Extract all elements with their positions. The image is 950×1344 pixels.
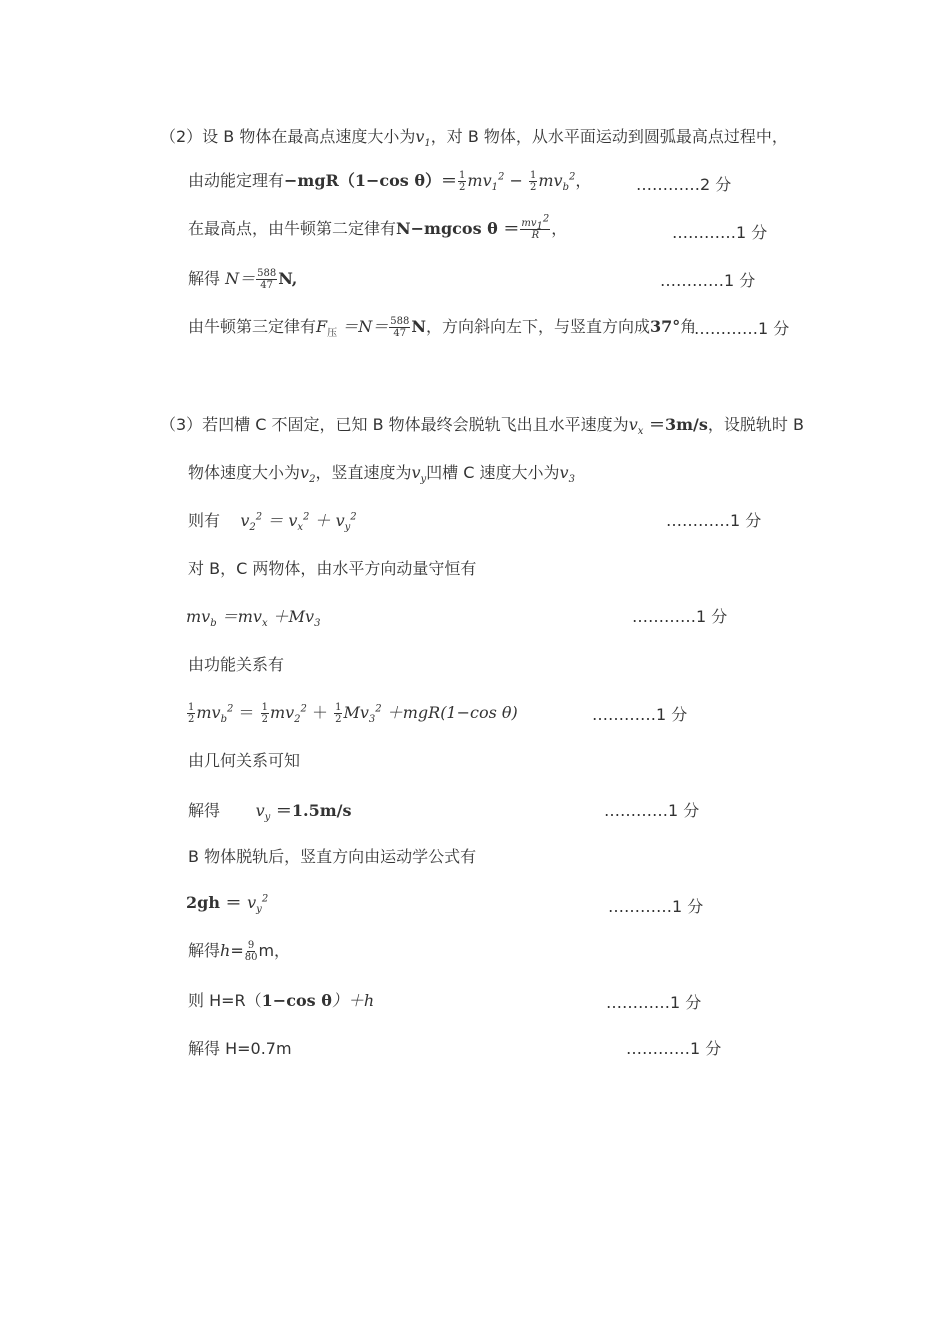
score-7: …………1 分: [592, 705, 688, 724]
score-10: …………1 分: [606, 993, 702, 1012]
part3-line-6: 由功能关系有: [188, 655, 285, 674]
score-2: …………1 分: [672, 223, 768, 242]
part3-line-12: 解得h= $\frac{9}{80}$ m，: [188, 940, 291, 963]
part2-line-3: 在最高点，由牛顿第二定律有N−mgcos θ ＝ $\frac{mv_1^2}{R}$ ，: [188, 213, 568, 241]
score-11: …………1 分: [626, 1039, 722, 1058]
score-4: …………1 分: [694, 319, 790, 338]
score-6: …………1 分: [632, 607, 728, 626]
part3-line-2: 物体速度大小为$v_2$，竖直速度为$v_y$凹槽 C 速度大小为$v_3$: [188, 463, 575, 486]
score-9: …………1 分: [608, 897, 704, 916]
part3-line-5: $mv_b =mv_x +Mv_3$: [186, 607, 321, 630]
score-8: …………1 分: [604, 801, 700, 820]
part3-line-14: 解得 H=0.7m: [188, 1039, 292, 1058]
part3-line-3: 则有 $v_2^2 = v_x^2 + v_y^2$: [188, 511, 357, 534]
part3-line-4: 对 B，C 两物体，由水平方向动量守恒有: [188, 559, 477, 578]
part3-line-8: 由几何关系可知: [188, 751, 301, 770]
part3-line-7: $\frac{1}{2}$ $mv_b^2$ ＝ $\frac{1}{2}$ $mv_2^2$ ＋ $\frac{1}{2}$ $Mv_3^2 +mgR(1-\cos$ θ): [188, 702, 518, 726]
score-1: …………2 分: [636, 175, 732, 194]
part3-line-13: 则 H=R（1−cos θ）＋h: [188, 991, 375, 1010]
part2-line-2: 由动能定理有−mgR（1−cos θ）＝ $\frac{1}{2}$ $mv_1^2$ − $\frac{1}{2}$ $mv_b^2$，: [188, 170, 592, 194]
part2-line-5: 由牛顿第三定律有$F_压 =N=$ $\frac{588}{47}$ N，方向斜向左下，与竖直方向成37°角: [188, 316, 697, 340]
part3-line-11: $2gh = v_y^2$: [186, 893, 269, 916]
score-3: …………1 分: [660, 271, 756, 290]
score-5: …………1 分: [666, 511, 762, 530]
part2-line-4: 解得 N＝ $\frac{588}{47}$ N,: [188, 268, 298, 291]
part3-line-9: 解得 $v_y =1.5m/s$: [188, 801, 352, 824]
part3-line-10: B 物体脱轨后，竖直方向由运动学公式有: [188, 847, 477, 866]
part2-line-1: （2）设 B 物体在最高点速度大小为$v_1$，对 B 物体，从水平面运动到圆弧最高点过程中，: [160, 127, 788, 150]
part3-line-1: （3）若凹槽 C 不固定，已知 B 物体最终会脱轨飞出且水平速度为$v_x =3m/s$，设脱轨时 B: [160, 415, 804, 438]
